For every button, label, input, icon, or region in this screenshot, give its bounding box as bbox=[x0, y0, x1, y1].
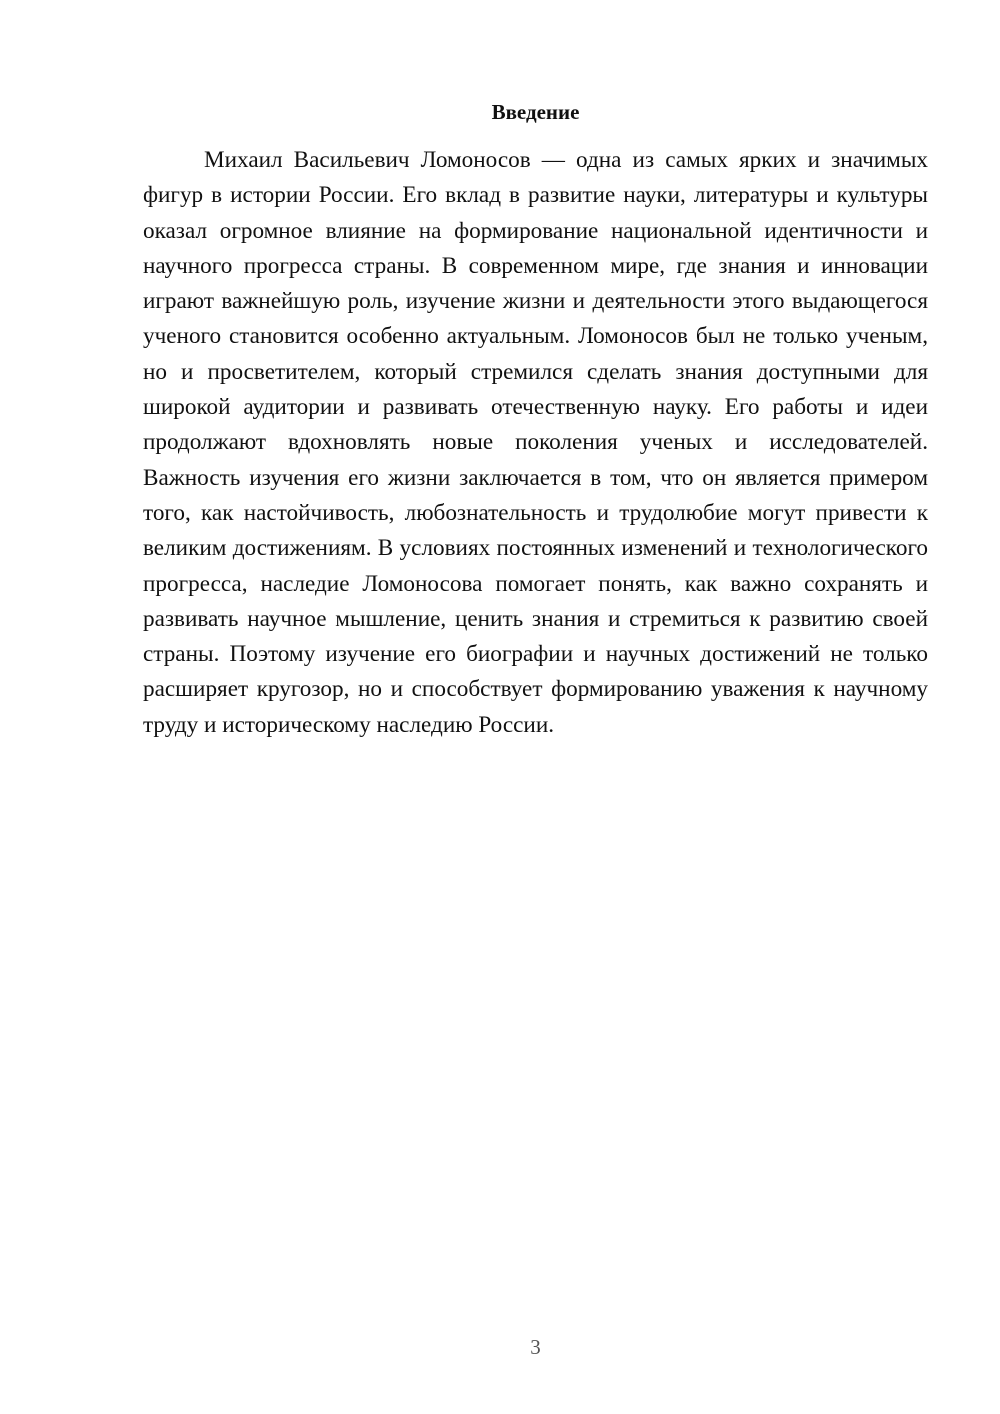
body-paragraph: Михаил Васильевич Ломоносов — одна из самых ярких и значимых фигур в истории России. Его вклад в развитие науки, литературы и культуры оказал огромное влияние на формирование национальной идентичности и научного прогресса страны. В современном мире, где знания и инновации играют важнейшую роль, изучение жизни и деятельности этого выдающегося ученого становится особенно актуальным. Ломоносов был не только ученым, но и просветителем, который стремился сделать знания доступными для широкой аудитории и развивать отечественную науку. Его работы и идеи продолжают вдохновлять новые поколения ученых и исследователей. Важность изучения его жизни заключается в том, что он является примером того, как настойчивость, любознательность и трудолюбие могут привести к великим достижениям. В условиях постоянных изменений и технологического прогресса, наследие Ломоносова помогает понять, как важно сохранять и развивать научное мышление, ценить знания и стремиться к развитию своей страны. Поэтому изучение его биографии и научных достижений не только расширяет кругозор, но и способствует формированию уважения к научному труду и историческому наследию России. bbox=[143, 147, 928, 738]
section-heading: Введение bbox=[491, 100, 580, 124]
page-number: 3 bbox=[530, 1335, 541, 1359]
